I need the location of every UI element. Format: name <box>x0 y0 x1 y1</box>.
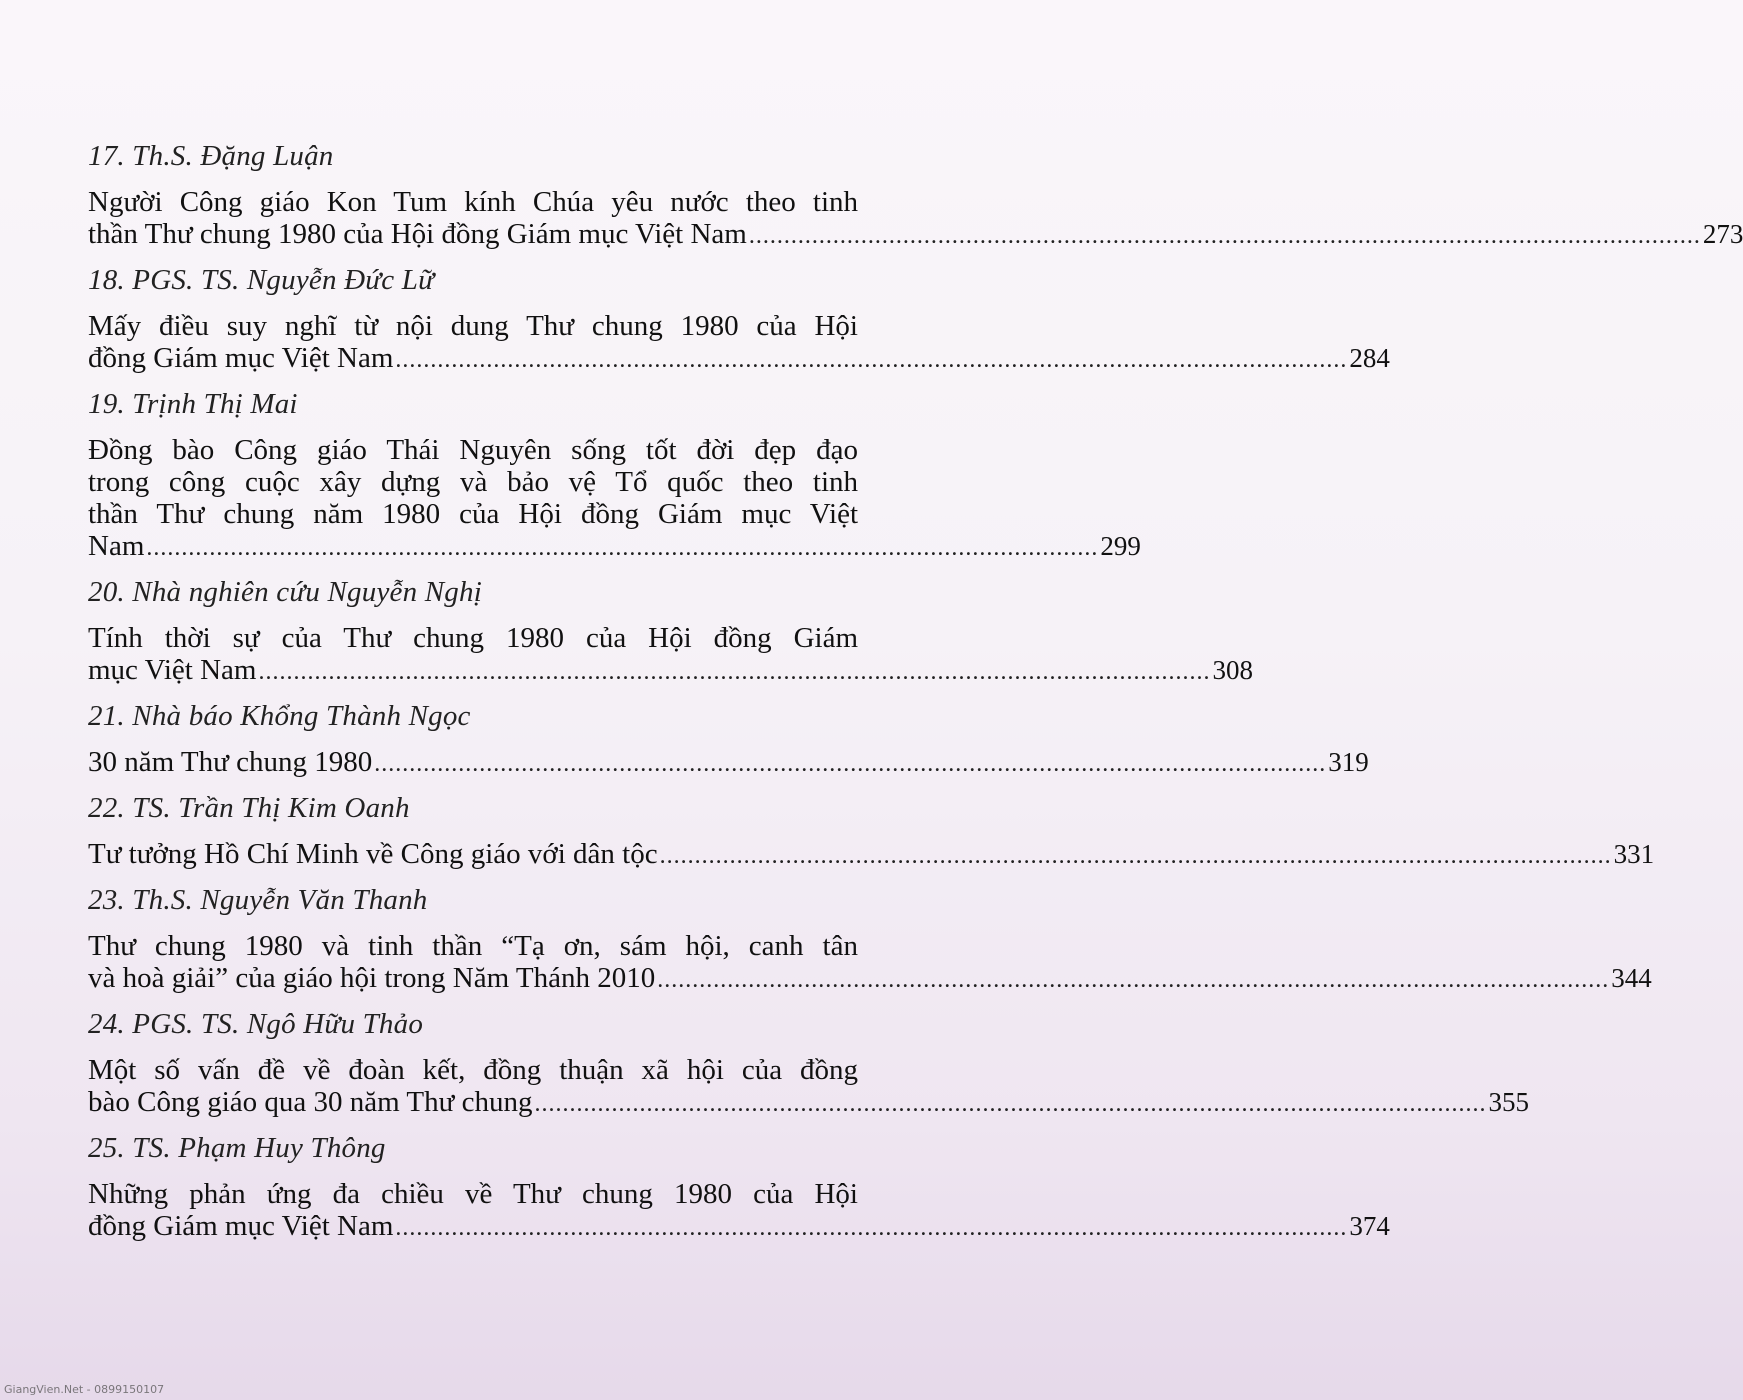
toc-entry <box>88 138 1743 252</box>
entry-title-line: Nam <box>88 530 145 562</box>
entry-page-number: 284 <box>1349 343 1390 373</box>
entry-author: 25. TS. Phạm Huy Thông <box>88 1132 386 1164</box>
table-of-contents <box>88 138 1743 1254</box>
entry-title <box>88 1178 1390 1244</box>
entry-author: 24. PGS. TS. Ngô Hữu Thảo <box>88 1008 424 1040</box>
dot-leader: ........................................................................................................................................ <box>748 223 1701 249</box>
entry-last-line <box>88 1210 1390 1244</box>
entry-title <box>88 746 1369 780</box>
entry-last-line <box>88 838 1655 872</box>
entry-author: 20. Nhà nghiên cứu Nguyễn Nghị <box>88 576 482 608</box>
entry-title <box>88 1054 1529 1120</box>
entry-title-line: Người Công giáo Kon Tum kính Chúa yêu nước theo tinh <box>88 186 858 218</box>
entry-last-line <box>88 746 1369 780</box>
entry-page-number: 355 <box>1488 1087 1529 1117</box>
entry-author: 17. Th.S. Đặng Luận <box>88 140 334 172</box>
entry-title-line: 30 năm Thư chung 1980 <box>88 746 373 778</box>
toc-entry <box>88 1130 1390 1244</box>
dot-leader: ........................................................................................................................................ <box>395 1215 1348 1241</box>
entry-title-line: Tính thời sự của Thư chung 1980 của Hội đồng Giám <box>88 622 858 654</box>
dot-leader: ........................................................................................................................................ <box>657 967 1610 993</box>
entry-title-line: đồng Giám mục Việt Nam <box>88 1210 394 1242</box>
entry-author: 23. Th.S. Nguyễn Văn Thanh <box>88 884 428 916</box>
entry-title-line: Một số vấn đề về đoàn kết, đồng thuận xã hội của đồng <box>88 1054 858 1086</box>
entry-title-line: thần Thư chung năm 1980 của Hội đồng Giám mục Việt <box>88 498 858 530</box>
toc-entry <box>88 698 1369 780</box>
toc-entry <box>88 574 1253 688</box>
entry-page-number: 331 <box>1613 839 1655 869</box>
entry-page-number: 344 <box>1611 963 1652 993</box>
entry-last-line <box>88 530 1141 564</box>
entry-last-line <box>88 1086 1529 1120</box>
entry-page-number: 308 <box>1212 655 1253 685</box>
dot-leader: ........................................................................................................................................ <box>395 347 1348 373</box>
entry-title-line: và hoà giải” của giáo hội trong Năm Thánh 2010 <box>88 962 656 994</box>
entry-title-line: mục Việt Nam <box>88 654 257 686</box>
entry-title-line: Tư tưởng Hồ Chí Minh về Công giáo với dân tộc <box>88 838 658 870</box>
dot-leader: ........................................................................................................................................ <box>534 1091 1487 1117</box>
toc-entry <box>88 386 1141 564</box>
entry-title <box>88 310 1390 376</box>
entry-title-line: Mấy điều suy nghĩ từ nội dung Thư chung 1980 của Hội <box>88 310 858 342</box>
entry-title <box>88 434 1141 564</box>
entry-page-number: 273 <box>1702 219 1743 249</box>
entry-title <box>88 838 1655 872</box>
entry-page-number: 319 <box>1328 747 1369 777</box>
entry-author: 19. Trịnh Thị Mai <box>88 388 298 420</box>
entry-last-line <box>88 218 1743 252</box>
watermark-text: GiangVien.Net - 0899150107 <box>4 1383 165 1396</box>
entry-author: 21. Nhà báo Khổng Thành Ngọc <box>88 700 471 732</box>
entry-title-line: Thư chung 1980 và tinh thần “Tạ ơn, sám hội, canh tân <box>88 930 858 962</box>
dot-leader: ........................................................................................................................................ <box>146 535 1099 561</box>
entry-author: 22. TS. Trần Thị Kim Oanh <box>88 792 410 824</box>
entry-title <box>88 186 1743 252</box>
toc-entry <box>88 882 1652 996</box>
entry-author: 18. PGS. TS. Nguyễn Đức Lữ <box>88 264 435 296</box>
toc-entry <box>88 790 1655 872</box>
toc-entry <box>88 262 1390 376</box>
entry-last-line <box>88 654 1253 688</box>
entry-title-line: bào Công giáo qua 30 năm Thư chung <box>88 1086 533 1118</box>
entry-last-line <box>88 962 1652 996</box>
entry-title-line: đồng Giám mục Việt Nam <box>88 342 394 374</box>
entry-title-line: trong công cuộc xây dựng và bảo vệ Tổ quốc theo tinh <box>88 466 858 498</box>
dot-leader: ........................................................................................................................................ <box>374 751 1327 777</box>
entry-title-line: thần Thư chung 1980 của Hội đồng Giám mục Việt Nam <box>88 218 747 250</box>
entry-page-number: 299 <box>1100 531 1141 561</box>
entry-title <box>88 622 1253 688</box>
dot-leader: ........................................................................................................................................ <box>258 659 1211 685</box>
entry-title-line: Những phản ứng đa chiều về Thư chung 1980 của Hội <box>88 1178 858 1210</box>
entry-title <box>88 930 1652 996</box>
entry-last-line <box>88 342 1390 376</box>
toc-entry <box>88 1006 1529 1120</box>
entry-title-line: Đồng bào Công giáo Thái Nguyên sống tốt đời đẹp đạo <box>88 434 858 466</box>
entry-page-number: 374 <box>1349 1211 1390 1241</box>
dot-leader: ........................................................................................................................................ <box>659 843 1612 869</box>
